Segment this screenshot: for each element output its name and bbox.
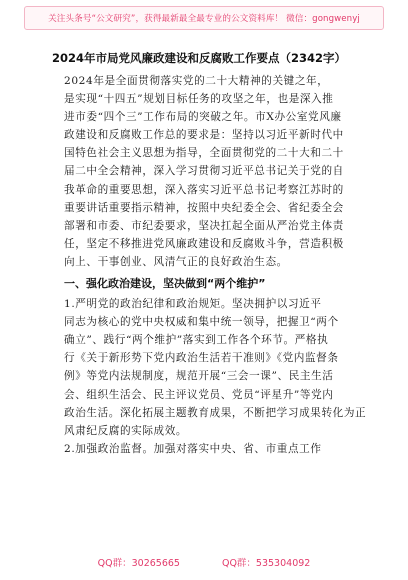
promo-banner: 关注头条号“公文研究”，获得最新最全最专业的公文资料库！ 微信：gongwenyj <box>24 6 384 30</box>
intro-paragraph <box>64 72 356 271</box>
qq-group-2: QQ群：535304092 <box>221 558 311 569</box>
text-line: 确立”、践行“两个维护”落实到工作各个环节。严格执 <box>64 334 329 347</box>
text-line: 任，坚定不移推进党风廉政建设和反腐败斗争，营造积极 <box>64 237 344 250</box>
text-line: 进市委“四个三”工作布局的突破之年。市X办公室党风廉 <box>64 111 342 124</box>
text-line: 届二中全会精神，深入学习贯彻习近平总书记关于党的自 <box>64 165 344 178</box>
section-heading: 一、强化政治建设，坚决做到“两个维护” <box>64 277 266 291</box>
text-line: 重要讲话重要指示精神，按照中央纪委全会、省纪委全会 <box>64 201 344 214</box>
text-line: 1.严明党的政治纪律和政治规矩。坚决拥护以习近平 <box>64 298 322 311</box>
text-line: 向上、干事创业、风清气正的良好政治生态。 <box>64 255 288 268</box>
qq-group-1: QQ群：30265665 <box>97 558 180 569</box>
text-line: 部署和市委、市纪委要求，坚决扛起全面从严治党主体责 <box>64 219 344 232</box>
text-line: 我革命的重要思想，深入落实习近平总书记考察江苏时的 <box>64 183 344 196</box>
text-line: 政治生活。深化拓展主题教育成果，不断把学习成果转化为正 <box>64 406 367 419</box>
text-line: 会、组织生活会、民主评议党员、党员“评星升”等党内 <box>64 388 334 401</box>
text-line: 2.加强政治监督。加强对落实中央、省、市重点工作 <box>64 442 322 455</box>
text-line: 2024年是全面贯彻落实党的二十大精神的关键之年， <box>64 75 329 87</box>
text-line: 国特色社会主义思想为指导，全面贯彻党的二十大和二十 <box>64 147 344 160</box>
text-line: 例》等党内法规制度，规范开展“三会一课”、民主生活 <box>64 370 334 383</box>
footer-contact <box>0 555 408 569</box>
text-line: 同志为核心的党中央权威和集中统一领导，把握卫“两个 <box>64 316 339 329</box>
text-line: 风肃纪反腐的实际成效。 <box>64 424 188 437</box>
item1-paragraph <box>64 295 367 440</box>
document-body <box>52 50 367 458</box>
item2-paragraph <box>64 440 356 458</box>
text-line: 政建设和反腐败工作总的要求是：坚持以习近平新时代中 <box>64 129 344 142</box>
text-line: 是实现“十四五”规划目标任务的攻坚之年，也是深入推 <box>64 93 334 106</box>
text-line: 行《关于新形势下党内政治生活若干准则》《党内监督条 <box>64 352 339 365</box>
document-title: 2024年市局党风廉政建设和反腐败工作要点（2342字） <box>52 51 347 65</box>
